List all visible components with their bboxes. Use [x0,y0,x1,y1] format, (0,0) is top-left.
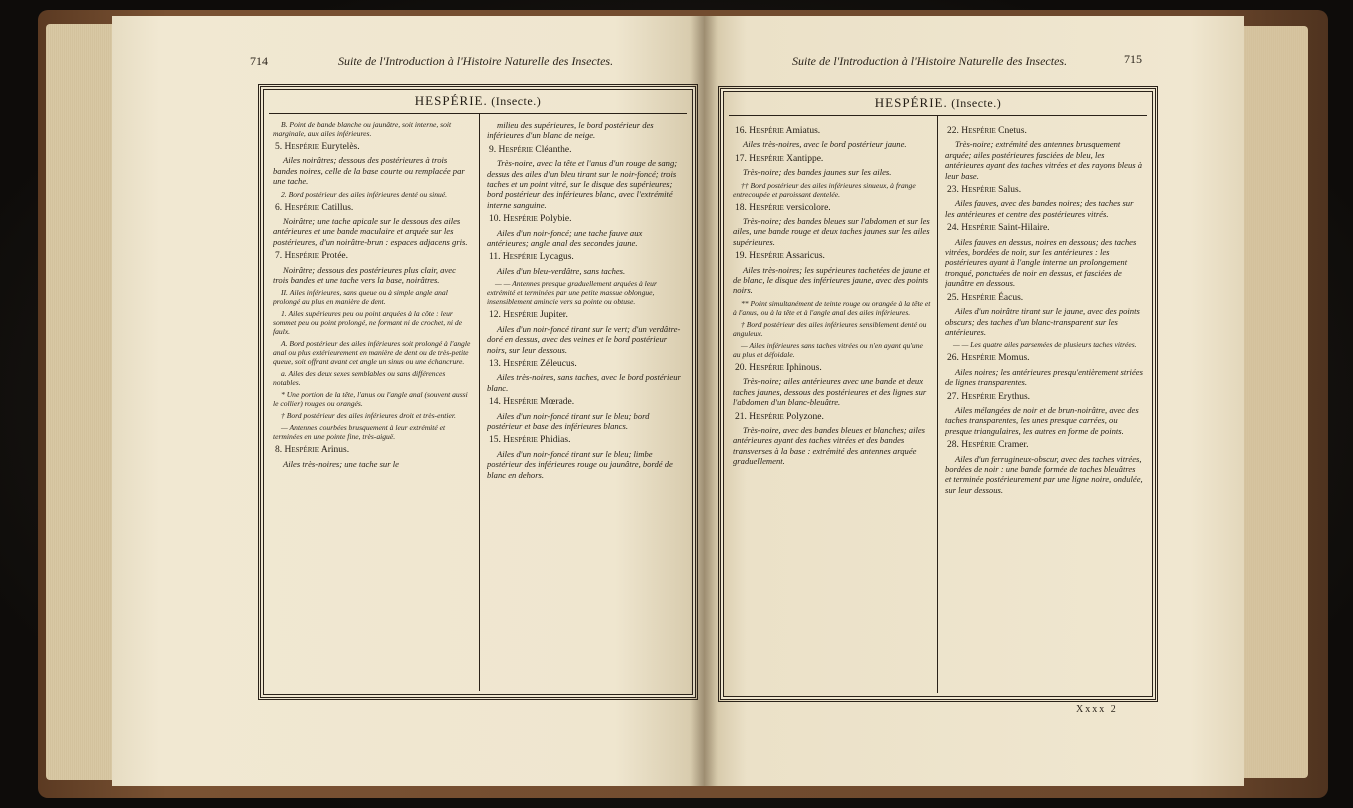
genus-name: Hespérie [961,292,996,303]
entry-number: 19. [735,251,747,262]
entry-number: 21. [735,411,747,422]
entry-number: 17. [735,153,747,164]
classification-note: †† Bord postérieur des ailes inférieures sinueux, à frange entrecoupée et paroissant dentelée. [733,180,916,199]
species-description: Ailes d'un noir-foncé tirant sur le bleu; bord postérieur et base des inférieures blancs. [487,410,650,431]
right-running-head: Suite de l'Introduction à l'Histoire Naturelle des Insectes. [792,54,1068,68]
species-heading [489,145,683,155]
genus-name: Hespérie [961,185,996,196]
left-columns [269,113,687,691]
genus-name: Hespérie [961,223,996,234]
species-name: Erythus. [998,391,1031,402]
species-description: Ailes d'un ferrugineux-obscur, avec des taches vitrées, bordées de noir : une bande formée de taches bleuâtres et terminée postérieurement par une ligne noire, ondulée, sur leur dessous. [945,453,1143,495]
genus-name: Hespérie [749,202,784,213]
species-description: Ailes mélangées de noir et de brun-noirâtre, avec des taches transparentes, les unes presque carrées, ou presque triangulaires, les autres en forme de points. [945,404,1139,436]
signature-mark: Xxxx 2 [1076,704,1118,715]
genus-name: Hespérie [502,252,538,263]
species-heading [735,154,931,164]
classification-note: † Bord postérieur des ailes inférieures sensiblement denté ou anguleux. [733,319,927,338]
species-name: versicolore. [786,202,831,213]
species-description: Ailes d'un bleu-verdâtre, sans taches. [497,265,626,276]
species-name: Momus. [998,353,1030,364]
genus-name: Hespérie [961,391,996,402]
species-description: Ailes noires; les antérieures presqu'entièrement striées de lignes transparentes. [945,366,1143,388]
species-name: Éacus. [998,292,1024,303]
species-name: Protée. [321,251,349,262]
species-heading [735,203,931,213]
left-table-frame [258,84,698,700]
species-heading [489,435,683,445]
species-name: Jupiter. [540,310,568,321]
genus-name: Hespérie [284,142,319,152]
classification-note: 2. Bord postérieur des ailes inférieures denté ou sinué. [281,189,448,199]
species-description: Ailes noirâtres; dessous des postérieures à trois bandes noires, celle de la base courte ou remplacée par une tache. [273,155,465,187]
species-heading [275,251,473,261]
genus-name: Hespérie [503,214,538,225]
entry-number: 26. [947,353,959,364]
species-name: Cnetus. [998,126,1027,136]
left-column-2 [487,120,683,691]
species-name: Phidias. [540,435,571,446]
species-description: milieu des supérieures, le bord postérieur des inférieures d'un blanc de neige. [487,120,654,141]
left-running-head: Suite de l'Introduction à l'Histoire Naturelle des Insectes. [338,54,614,68]
left-column-1 [273,120,473,691]
genus-name: Hespérie [503,358,538,369]
entry-number: 15. [489,435,501,446]
page-edges-left [46,24,118,780]
genus-name: Hespérie [749,362,784,373]
entry-number: 10. [489,214,501,225]
species-name: Iphinous. [786,362,822,373]
right-table-title: HESPÉRIE. (Insecte.) [874,95,1002,110]
species-name: Eurytelès. [321,142,360,152]
entry-number: 8. [275,445,283,456]
genus-name: Hespérie [284,445,319,456]
right-page-number: 715 [1124,52,1142,66]
genus-name: Hespérie [961,126,996,136]
entry-number: 28. [947,440,959,451]
species-description: Très-noire; ailes antérieures avec une bande et deux taches jaunes, dessous des postérieures et des lignes sur l'abdomen d'un blanc-bleuâtre. [733,376,927,408]
classification-note: 1. Ailes supérieures peu ou point arquées à la côte : leur sommet peu ou point prolongé, ne formant ni de crochet, ni de faulx. [273,309,463,337]
classification-note: — — Antennes presque graduellement arquées à leur extrémité et terminées par une petite massue oblongue, insensiblement amincie vers sa pointe ou obtuse. [487,279,657,307]
species-description: Très-noire; extrémité des antennes brusquement arquée; ailes postérieures fasciées de bleu, les antérieures ayant des taches vitrées et des rayons bleus à leur base. [945,139,1143,181]
entry-number: 22. [947,126,959,136]
species-name: Cramer. [998,440,1029,451]
species-name: Cléanthe. [535,144,572,155]
species-heading [947,126,1143,136]
species-description: Ailes très-noires, sans taches, avec le bord postérieur blanc. [487,372,681,393]
species-description: Ailes d'un noir-foncé tirant sur le vert; d'un verdâtre-doré en dessus, avec des veines et le bord postérieur noirs, sur leur dessous. [487,323,681,355]
species-description: Ailes fauves, avec des bandes noires; des taches sur les antérieures et centre des postérieures vitrés. [945,198,1134,219]
species-heading [735,251,931,261]
genus-name: Hespérie [498,144,533,155]
species-heading [735,363,931,373]
species-heading [735,126,931,136]
species-description: Ailes très-noires, avec le bord postérieur jaune. [743,139,907,150]
species-description: Noirâtre; une tache apicale sur le dessous des ailes antérieures et une bande maculaire et arquée sur les postérieures, d'un noirâtre-brun : espaces adjacens gris. [273,216,468,247]
left-table-title: HESPÉRIE. (Insecte.) [414,93,542,108]
species-heading [275,203,473,213]
species-name: Arinus. [320,445,350,456]
species-description: Noirâtre; dessous des postérieures plus clair, avec trois bandes et une tache vers la base, noirâtres. [273,264,456,286]
genus-name: Hespérie [749,126,784,136]
entry-number: 18. [735,202,747,213]
right-column-rule [937,116,938,693]
species-heading [947,353,1143,363]
page-edges-right [1238,26,1308,778]
species-name: Polybie. [540,214,572,225]
entry-number: 27. [947,391,959,402]
genus-name: Hespérie [503,310,538,321]
species-description: Ailes d'un noir-foncé tirant sur le bleu; limbe postérieur des inférieures rouge ou jaunâtre, bordé de blanc en dehors. [487,448,673,480]
species-description: Ailes fauves en dessus, noires en dessous; des taches vitrées, bordées de noir, sur les antérieures : les postérieures ayant à l'angle interne un prolongement tronqué, ponctuées de noir en dessus, et fasciées de jaunâtre en dessous. [945,236,1137,289]
entry-number: 23. [947,185,959,196]
classification-note: B. Point de bande blanche ou jaunâtre, soit interne, soit marginale, aux ailes inférieures. [273,120,452,138]
classification-note: a. Ailes des deux sexes semblables ou sans différences notables. [273,369,446,388]
classification-note: — Antennes courbées brusquement à leur extrémité et terminées en une pointe fine, très-aiguë. [273,423,446,442]
entry-number: 9. [489,144,497,155]
entry-number: 20. [735,362,747,373]
species-name: Amiatus. [785,126,821,136]
species-description: Très-noire, avec des bandes bleues et blanches; ailes antérieures ayant des taches vitrées et des bandes transverses à la base : extrémité des antennes arquée graduellement. [733,424,926,467]
left-column-rule [479,114,480,691]
species-heading [275,445,473,455]
classification-note: II. Ailes inférieures, sans queue ou à simple angle anal prolongé au plus en manière de dent. [273,288,448,307]
genus-name: Hespérie [503,435,538,446]
entry-number: 25. [947,292,959,303]
species-heading [489,310,683,320]
species-description: Ailes d'un noir-foncé; une tache fauve aux antérieures; angle anal des secondes jaune. [487,227,643,249]
left-page [112,16,704,786]
species-description: Ailes très-noires; une tache sur le [283,458,399,469]
entry-number: 12. [489,310,501,321]
genus-name: Hespérie [749,411,784,422]
species-heading [489,214,683,224]
entry-number: 5. [275,142,283,152]
entry-number: 13. [489,358,501,369]
species-name: Catillus. [321,202,354,213]
genus-name: Hespérie [284,202,319,213]
right-column-1 [733,122,931,693]
species-heading [275,142,473,152]
species-heading [735,412,931,422]
genus-name: Hespérie [749,251,784,262]
species-heading [489,252,683,262]
classification-note: A. Bord postérieur des ailes inférieures soit prolongé à l'angle anal ou plus extérieurement en manière de dent ou de très-petite queue, soit offrant avant cet angle un sinus ou une échancrure. [273,339,471,367]
species-description: Très-noire; des bandes jaunes sur les ailes. [743,167,892,178]
entry-number: 16. [735,126,747,136]
genus-name: Hespérie [749,153,784,164]
species-description: Très-noire; des bandes bleues sur l'abdomen et sur les ailes, une bande rouge et deux taches jaunes sur les ailes supérieures. [733,216,930,247]
species-description: Ailes d'un noirâtre tirant sur le jaune, avec des points obscurs; des taches d'un blanc-transparent sur les antérieures. [945,306,1140,337]
species-heading [489,359,683,369]
species-heading [947,440,1143,450]
species-heading [947,223,1143,233]
species-name: Xantippe. [786,153,824,164]
genus-name: Hespérie [961,440,996,451]
species-heading [947,185,1143,195]
species-name: Mœrade. [540,397,575,408]
classification-note: * Une portion de la tête, l'anus ou l'angle anal (souvent aussi le collier) rouges ou orangés. [273,390,468,409]
classification-note: — — Les quatre ailes parsemées de plusieurs taches vitrées. [953,340,1137,350]
species-description: Ailes très-noires; les supérieures tachetées de jaune et de blanc, le disque des inférieures jaune, avec des points noirs. [733,264,930,296]
genus-name: Hespérie [961,353,996,364]
entry-number: 24. [947,223,959,234]
species-name: Saint-Hilaire. [998,223,1050,234]
entry-number: 11. [489,252,501,263]
species-name: Salus. [998,185,1022,196]
species-description: Très-noire, avec la tête et l'anus d'un rouge de sang; dessus des ailes d'un bleu tirant sur le noir-foncé; trois taches et un point vitré, sur le disque des supérieures; bord postérieur des inférieures blanc, avec l'extrémité interne sanguine. [487,158,678,210]
right-table-frame [718,86,1158,702]
book-gutter [690,16,718,786]
right-page [704,16,1244,786]
species-heading [489,397,683,407]
species-name: Assaricus. [785,251,825,262]
right-columns [729,115,1147,693]
classification-note: — Ailes inférieures sans taches vitrées ou n'en ayant qu'une au plus et défoidale. [733,340,923,359]
genus-name: Hespérie [284,251,319,262]
species-name: Lycagus. [539,252,574,263]
entry-number: 6. [275,202,283,213]
left-page-number: 714 [250,54,268,68]
classification-note: † Bord postérieur des ailes inférieures droit et très-entier. [281,411,456,421]
entry-number: 14. [489,397,501,408]
entry-number: 7. [275,251,283,262]
genus-name: Hespérie [503,397,538,408]
right-column-2 [945,122,1143,693]
species-heading [947,293,1143,303]
species-name: Zéleucus. [540,358,577,369]
species-name: Polyzone. [786,411,824,422]
species-heading [947,392,1143,402]
classification-note: ** Point simultanément de teinte rouge ou orangée à la tête et à l'anus, ou à la tête et à l'angle anal des ailes inférieures. [733,298,931,317]
